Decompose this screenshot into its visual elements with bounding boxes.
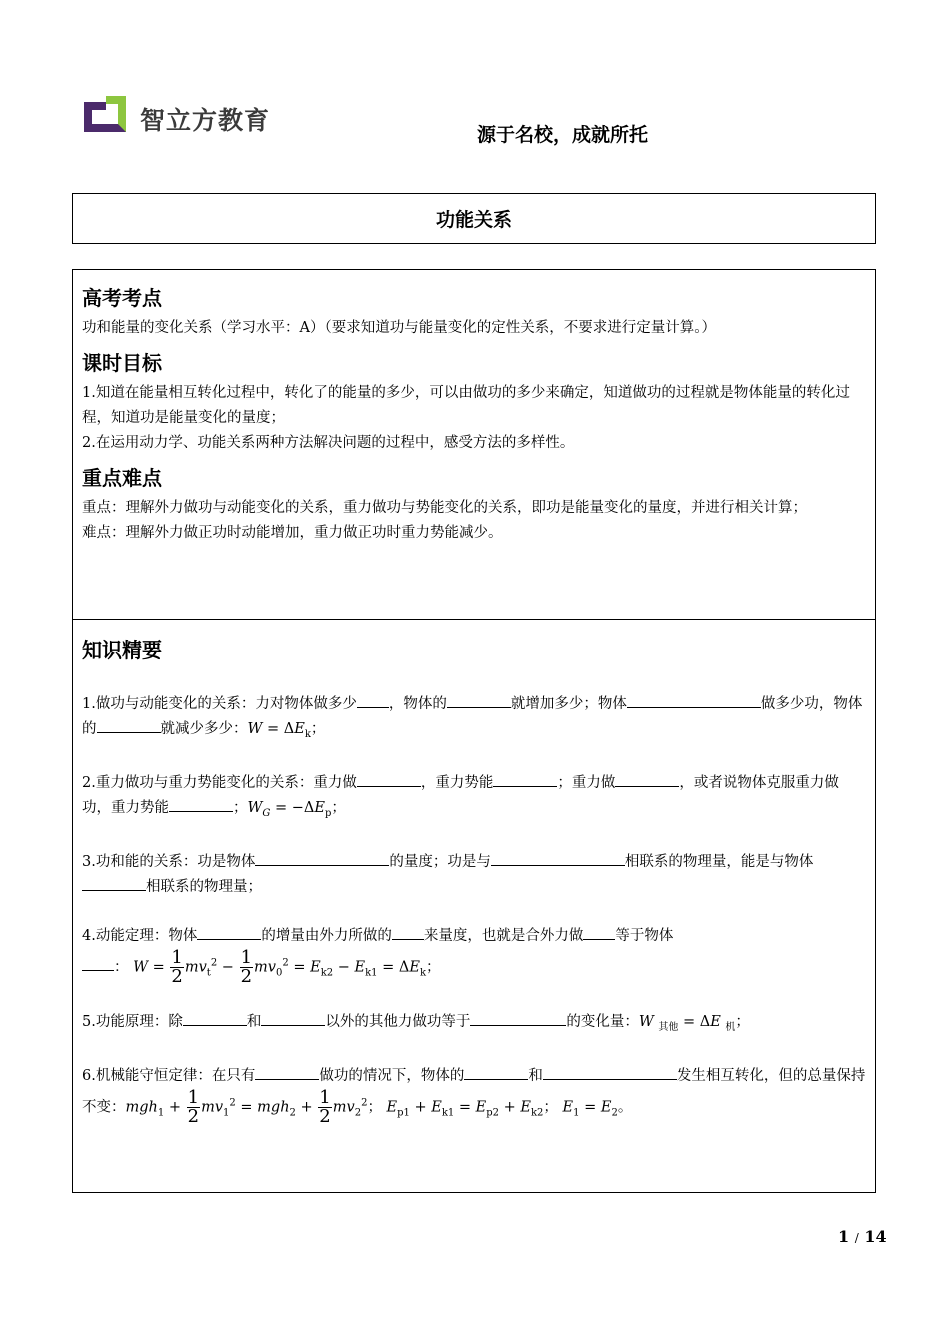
knowledge-item-3: 3.功和能的关系：功是物体 的量度；功是与 相联系的物理量，能是与物体相联系的物理量； [82, 850, 866, 900]
logo [84, 96, 270, 142]
goals-heading: 课时目标 [82, 351, 162, 375]
knowledge-item-2: 2.重力做功与重力势能变化的关系：重力做 ，重力势能 ；重力做 ，或者说物体克服重力做功，重力势能 ；$W_G = -\Delta E_p$； [82, 771, 866, 826]
exam-points-heading: 高考考点 [82, 286, 162, 310]
knowledge-item-5: 5.功能原理：除 和 以外的其他力做功等于 的变化量：W $_{其他}$ = ΔE $_机$； [82, 1010, 866, 1040]
slogan: 源于名校，成就所托 [477, 124, 649, 146]
goals-line-2: 2.在运用动力学、功能关系两种方法解决问题的过程中，感受方法的多样性。 [82, 435, 575, 451]
knowledge-item-6: 6.机械能守恒定律：在只有 做功的情况下，物体的 和 发生相互转化，但的总量保持不变：mgh$_1$ + $\frac{1}{2}$ $mv_1^2 = mgh_2$ + $\frac{1}{2}$ $mv_2^2$； $E_{p1} + E_{k1} = E_{p2} + E_{k2}$； $E_1 = E_2$。 [82, 1064, 866, 1126]
logo-mark-icon [84, 96, 132, 142]
key-points-line-2: 难点：理解外力做正功时动能增加，重力做正功时重力势能减少。 [82, 525, 503, 541]
objectives-box [72, 269, 876, 620]
key-points-line-1: 重点：理解外力做功与动能变化的关系，重力做功与势能变化的关系，即功是能量变化的量度，并进行相关计算； [82, 500, 807, 516]
key-points-heading: 重点难点 [82, 466, 162, 490]
knowledge-item-1: 1.做功与动能变化的关系：力对物体做多少 ，物体的 就增加多少；物体 做多少功，物体的 就减少多少：$W = \Delta E_k$； [82, 692, 866, 747]
exam-points-text: 功和能量的变化关系（学习水平：A）（要求知道功与能量变化的定性关系，不要求进行定量计算。） [82, 320, 716, 336]
page-number: 1 / 14 [838, 1227, 887, 1246]
knowledge-heading: 知识精要 [82, 638, 162, 662]
logo-text: 智立方教育 [140, 106, 271, 135]
page-title: 功能关系 [72, 193, 876, 244]
knowledge-box [72, 619, 876, 1193]
goals-line-1: 1.知道在能量相互转化过程中，转化了的能量的多少，可以由做功的多少来确定，知道做功的过程就是物体能量的转化过程，知道功是能量变化的量度； [82, 385, 850, 426]
knowledge-item-4: 4.动能定理：物体 的增量由外力所做的 来量度，也就是合外力做 等于物体 ： W = $\frac{1}{2}$ $mv_t^2$ − $\frac{1}{2}$ $mv_0^2 = E_{k2} - E_{k1} = \Delta E_k$； [82, 924, 866, 986]
